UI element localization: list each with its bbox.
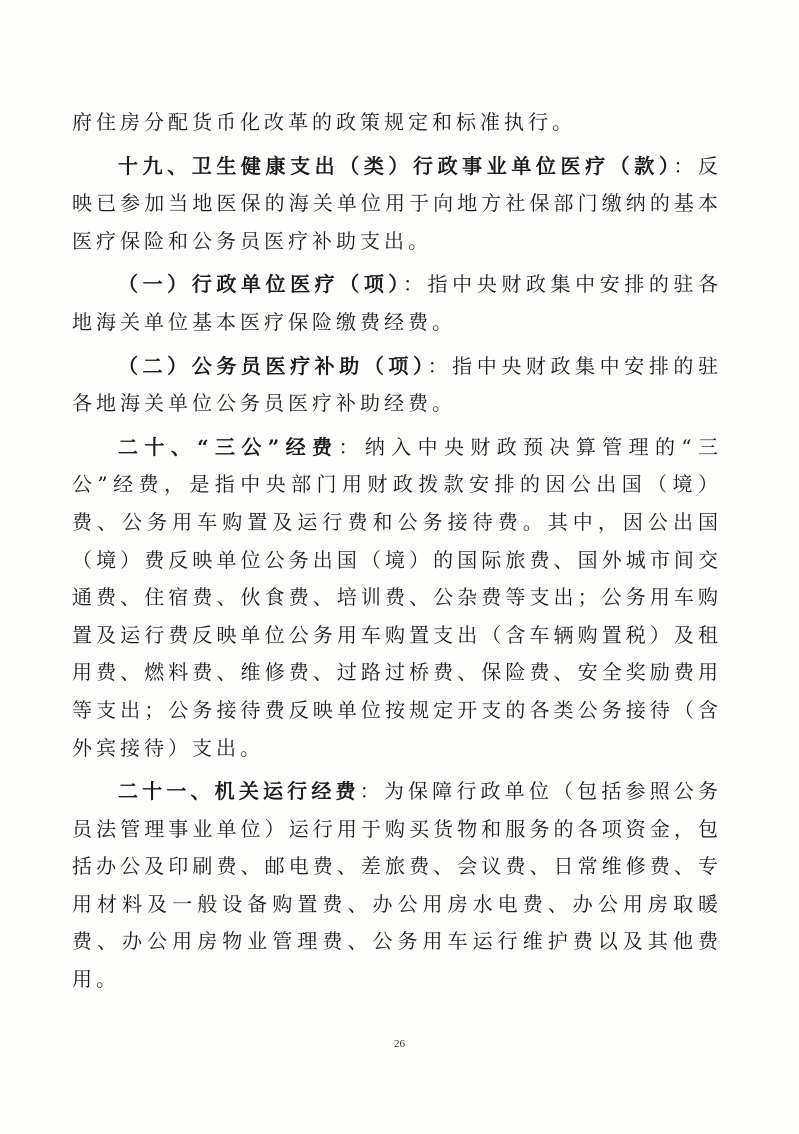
paragraph-text: ：指中央财政集中安排的驻各地海关单位公务员医疗补助经费。 (72, 353, 723, 416)
paragraph-text: ：指中央财政集中安排的驻各地海关单位基本医疗保险缴费经费。 (72, 272, 722, 334)
paragraph-admin-medical (72, 266, 722, 341)
page-number: 26 (394, 1038, 405, 1050)
section-heading: （一）行政单位医疗（项） (118, 272, 403, 297)
section-heading: 二十、“三公”经费 (118, 434, 339, 459)
section-heading: 二十一、机关运行经费 (118, 779, 360, 804)
paragraph-operating-expenses (72, 773, 722, 999)
paragraph-three-public-funds (72, 429, 722, 767)
paragraph-civil-servant-medical (72, 348, 722, 423)
paragraph-text: ：为保障行政单位（包括参照公务员法管理事业单位）运行用于购买货物和服务的各项资金，包括办公及印刷费、邮电费、差旅费、会议费、日常维修费、专用材料及一般设备购置费、办公用房水电费、办公用房取暖费、办公用房物业管理费、公务用车运行维护费以及其他费用。 (72, 779, 723, 992)
section-heading: 十九、卫生健康支出（类）行政事业单位医疗（款） (118, 153, 674, 178)
paragraph-continuation (72, 104, 722, 142)
document-body (72, 104, 722, 999)
paragraph-health-expenditure (72, 148, 722, 261)
paragraph-text: 府住房分配货币化改革的政策规定和标准执行。 (72, 110, 576, 134)
paragraph-text: ：反映已参加当地医保的海关单位用于向地方社保部门缴纳的基本医疗保险和公务员医疗补助支出。 (72, 153, 723, 253)
section-heading: （二）公务员医疗补助（项） (118, 353, 428, 378)
paragraph-text: ：纳入中央财政预决算管理的“三公”经费，是指中央部门用财政拨款安排的因公出国（境）费、公务用车购置及运行费和公务接待费。其中，因公出国（境）费反映单位公务出国（境）的国际旅费、国外城市间交通费、住宿费、伙食费、培训费、公杂费等支出；公务用车购置及运行费反映单位公务用车购置支出（含车辆购置税）及租用费、燃料费、维修费、过路过桥费、保险费、安全奖励费用等支出；公务接待费反映单位按规定开支的各类公务接待（含外宾接待）支出。 (72, 434, 722, 760)
